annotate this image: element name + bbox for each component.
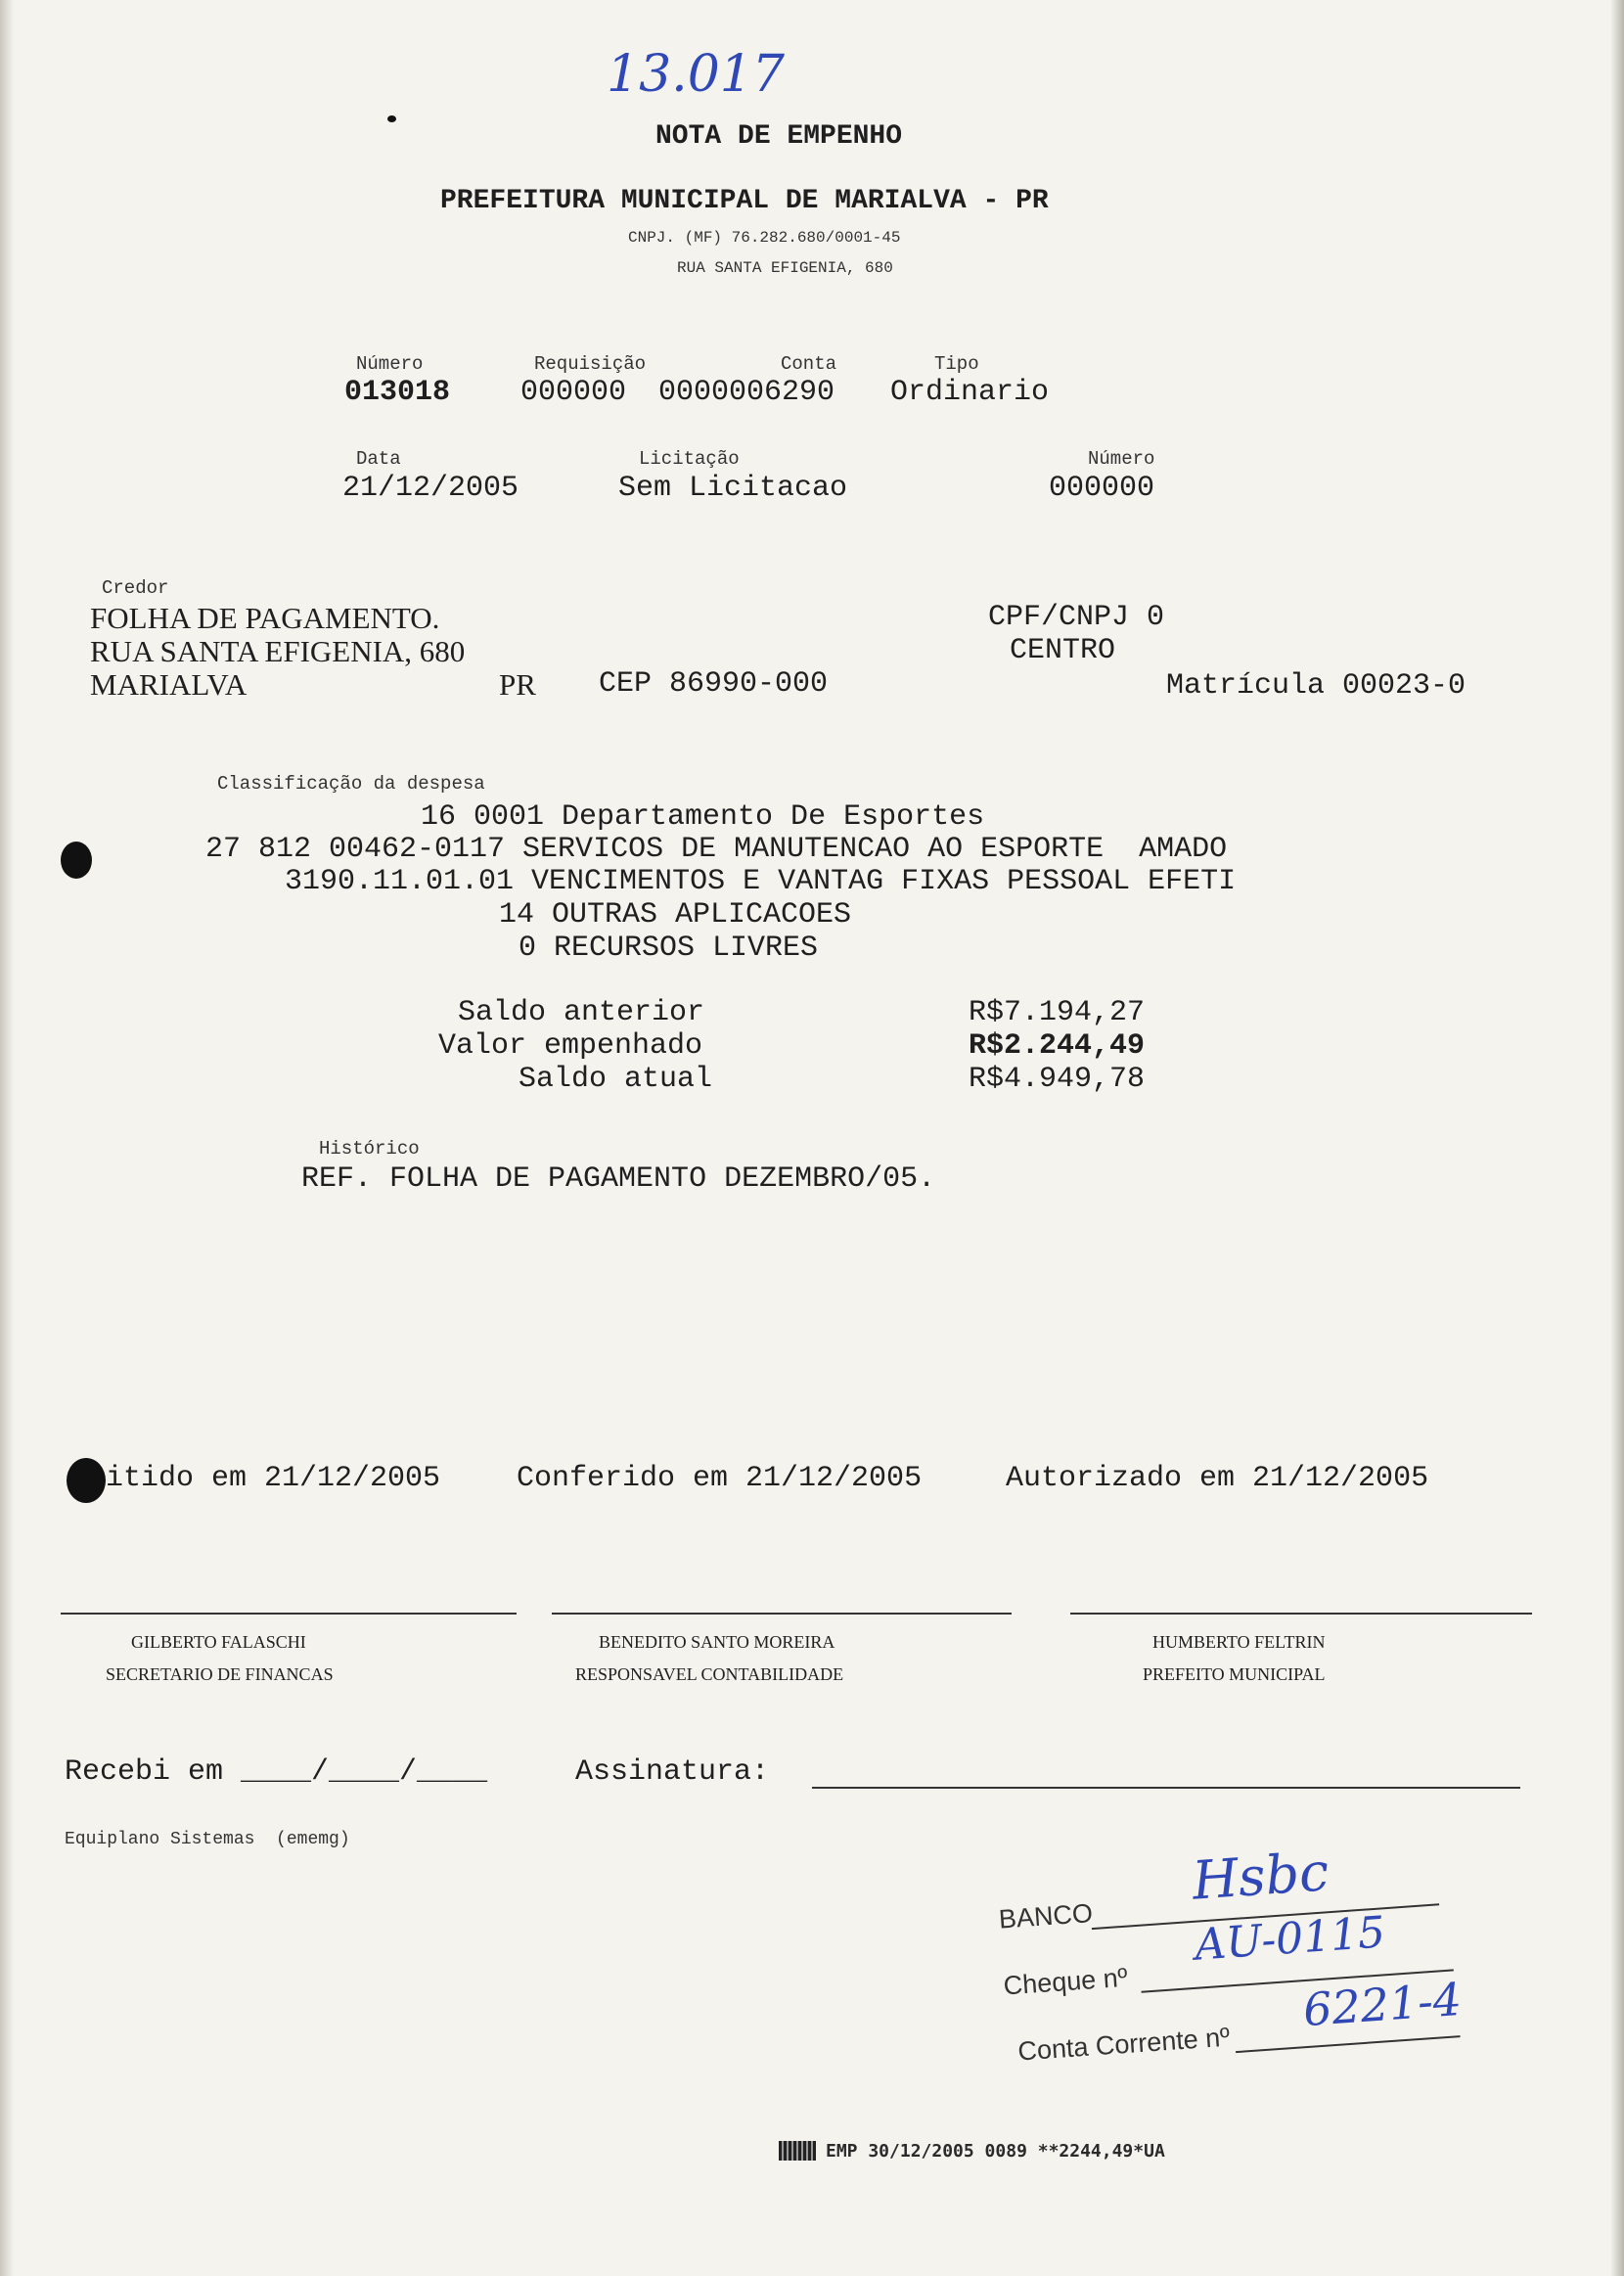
classificacao-line-3: 3190.11.01.01 VENCIMENTOS E VANTAG FIXAS PESSOAL EFETI [285,865,1237,898]
licitacao-label: Licitação [639,448,740,470]
historico-text: REF. FOLHA DE PAGAMENTO DEZEMBRO/05. [301,1162,936,1196]
handwritten-document-number: 13.017 [607,45,785,104]
tipo-value: Ordinario [890,376,1050,409]
licitacao-numero-value: 000000 [1049,472,1155,505]
equiplano-footer: Equiplano Sistemas (ememg) [65,1830,350,1849]
data-value: 21/12/2005 [342,472,519,505]
stray-ink-mark [387,115,396,122]
entity-address: RUA SANTA EFIGENIA, 680 [677,259,893,277]
numero-label: Número [356,353,424,375]
valor-empenhado-label: Valor empenhado [438,1029,703,1063]
document-title: NOTA DE EMPENHO [655,121,903,152]
signatory-1-role: SECRETARIO DE FINANCAS [106,1664,334,1684]
signatory-2-role: RESPONSAVEL CONTABILIDADE [575,1664,844,1684]
signatory-2-name: BENEDITO SANTO MOREIRA [599,1632,835,1652]
saldo-atual-value: R$4.949,78 [969,1063,1146,1096]
entity-cnpj: CNPJ. (MF) 76.282.680/0001-45 [628,229,901,247]
classificacao-label: Classificação da despesa [217,773,485,795]
bank-stamp [978,1814,1503,2094]
credor-district: CENTRO [1010,634,1116,667]
credor-state: PR [499,667,536,702]
signature-line-3 [1070,1613,1532,1615]
cheque-label: Cheque nº [1002,1962,1129,2001]
valor-empenhado-value: R$2.244,49 [969,1029,1146,1063]
emitido-date: itido em 21/12/2005 [106,1462,441,1495]
assinatura-line [812,1787,1520,1789]
assinatura-label: Assinatura: [575,1755,770,1789]
tipo-label: Tipo [934,353,979,375]
numero-value: 013018 [344,376,451,409]
banco-handwritten-value: Hsbc [1190,1841,1331,1912]
licitacao-value: Sem Licitacao [618,472,848,505]
conta-corrente-handwritten-value: 6221-4 [1301,1972,1464,2037]
banco-label: BANCO [998,1898,1094,1935]
scan-edge-left [0,0,14,2276]
signatory-3-name: HUMBERTO FELTRIN [1152,1632,1326,1652]
licitacao-numero-label: Número [1088,448,1155,470]
classificacao-line-5: 0 RECURSOS LIVRES [519,932,819,965]
cheque-handwritten-value: AU-0115 [1193,1907,1387,1971]
conta-label: Conta [781,353,837,375]
entity-name: PREFEITURA MUNICIPAL DE MARIALVA - PR [440,186,1049,216]
conta-corrente-label: Conta Corrente nº [1016,2022,1232,2067]
signatory-1-name: GILBERTO FALASCHI [131,1632,306,1652]
saldo-atual-label: Saldo atual [519,1063,713,1096]
conta-corrente-line [1236,2035,1461,2053]
credor-matricula: Matrícula 00023-0 [1166,669,1466,703]
historico-label: Histórico [319,1138,420,1160]
signatory-3-role: PREFEITO MUNICIPAL [1143,1664,1326,1684]
machine-stamp: EMP 30/12/2005 0089 **2244,49*UA [826,2141,1165,2162]
saldo-anterior-label: Saldo anterior [458,996,705,1029]
autorizado-date: Autorizado em 21/12/2005 [1006,1462,1429,1495]
signature-line-1 [61,1613,517,1615]
credor-cep: CEP 86990-000 [599,667,829,701]
punch-hole-mark-lower [67,1458,106,1503]
credor-label: Credor [102,577,169,599]
requisicao-value: 000000 [520,376,627,409]
scan-edge-right [1610,0,1624,2276]
conferido-date: Conferido em 21/12/2005 [517,1462,923,1495]
credor-city: MARIALVA [90,667,248,702]
credor-street: RUA SANTA EFIGENIA, 680 [90,634,466,668]
conta-value: 0000006290 [658,376,835,409]
signature-line-2 [552,1613,1012,1615]
credor-name: FOLHA DE PAGAMENTO. [90,601,440,635]
classificacao-line-4: 14 OUTRAS APLICACOES [499,898,852,932]
punch-hole-mark [61,842,92,879]
data-label: Data [356,448,401,470]
credor-cpf-cnpj: CPF/CNPJ 0 [988,601,1165,634]
saldo-anterior-value: R$7.194,27 [969,996,1146,1029]
barcode-mark [779,2141,816,2161]
recebi-em: Recebi em ____/____/____ [65,1755,488,1789]
requisicao-label: Requisição [534,353,647,375]
classificacao-line-1: 16 0001 Departamento De Esportes [421,800,985,834]
classificacao-line-2: 27 812 00462-0117 SERVICOS DE MANUTENCAO AO ESPORTE AMADO [205,833,1228,866]
